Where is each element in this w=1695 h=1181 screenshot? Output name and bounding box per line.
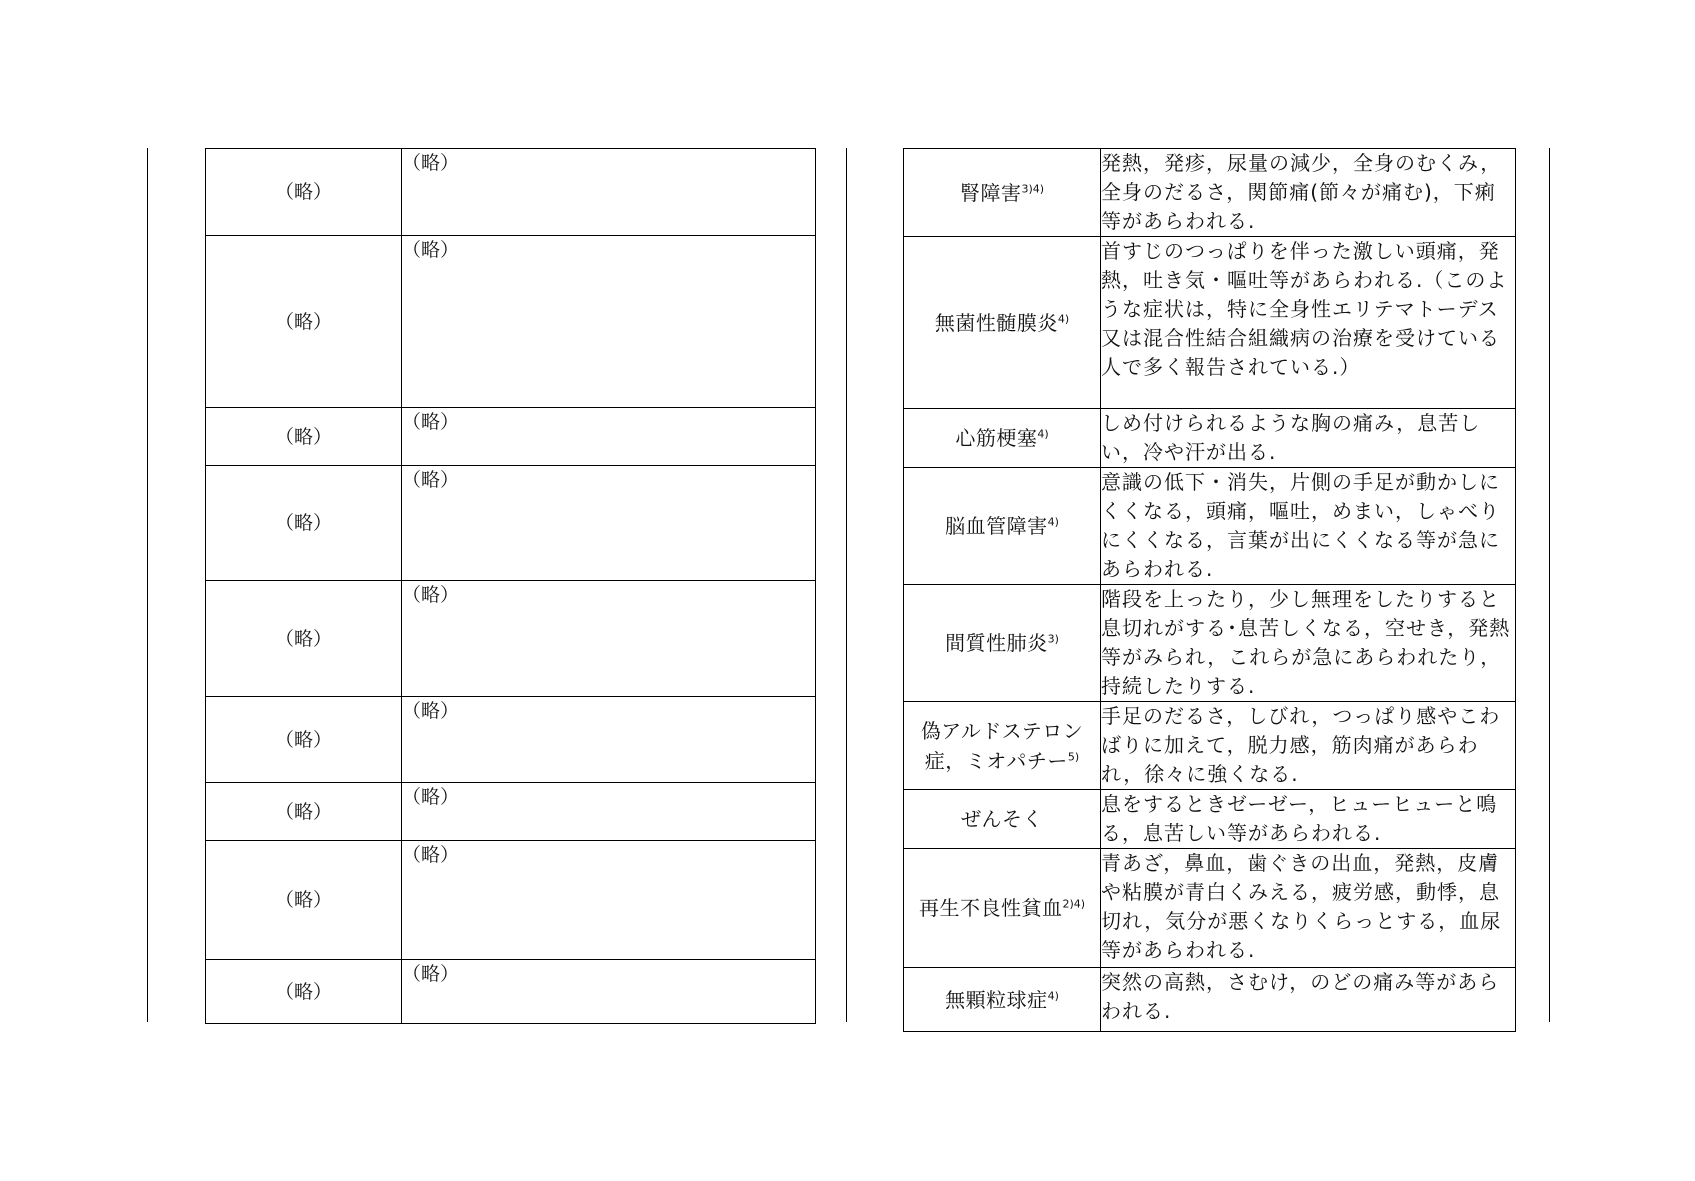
condition-cell bbox=[904, 702, 1101, 790]
reference-number: 4) bbox=[1047, 988, 1059, 1002]
row-name: （略） bbox=[206, 408, 402, 466]
condition-cell bbox=[904, 149, 1101, 237]
row-name: （略） bbox=[206, 697, 402, 783]
symptoms-cell: 手足のだるさ，しびれ，つっぱり感やこわばりに加えて，脱力感，筋肉痛があらわれ，徐々に強くなる. bbox=[1101, 702, 1516, 790]
table-row bbox=[904, 790, 1516, 849]
condition-name: 心筋梗塞 bbox=[955, 426, 1038, 450]
reference-number: 3) bbox=[1047, 632, 1059, 646]
symptoms-cell: 首すじのつっぱりを伴った激しい頭痛，発熱，吐き気・嘔吐等があらわれる.（このような症状は，特に全身性エリテマトーデス又は混合性結合組織病の治療を受けている人で多く報告されている.） bbox=[1101, 237, 1516, 409]
left-margin-rule bbox=[147, 148, 148, 1022]
row-value: （略） bbox=[402, 841, 816, 960]
condition-cell bbox=[904, 968, 1101, 1032]
row-value: （略） bbox=[402, 697, 816, 783]
condition-cell bbox=[904, 409, 1101, 468]
condition-name: 腎障害 bbox=[959, 180, 1022, 205]
row-name: （略） bbox=[206, 581, 402, 697]
row-name: （略） bbox=[206, 783, 402, 841]
condition-cell bbox=[904, 237, 1101, 409]
row-name: （略） bbox=[206, 841, 402, 960]
table-row bbox=[904, 409, 1516, 468]
table-row bbox=[904, 237, 1516, 409]
condition-cell bbox=[904, 585, 1101, 702]
symptoms-cell: 発熱，発疹，尿量の減少，全身のむくみ，全身のだるさ，関節痛(節々が痛む)，下痢等があらわれる. bbox=[1101, 149, 1516, 237]
row-value: （略） bbox=[402, 581, 816, 697]
reference-number: 4) bbox=[1037, 427, 1049, 441]
row-name: （略） bbox=[206, 466, 402, 581]
condition-name: ぜんそく bbox=[961, 807, 1043, 831]
condition-cell bbox=[904, 468, 1101, 585]
table-row bbox=[904, 849, 1516, 968]
condition-name: 偽アルドステロン症，ミオパチー bbox=[920, 718, 1084, 773]
reference-number: 4) bbox=[1057, 311, 1070, 325]
center-divider-rule bbox=[846, 148, 847, 1022]
right-table bbox=[903, 148, 1516, 1032]
table-row bbox=[904, 468, 1516, 585]
row-name: （略） bbox=[206, 149, 402, 236]
row-value: （略） bbox=[402, 408, 816, 466]
table-row bbox=[206, 960, 816, 1024]
condition-name: 脳血管障害 bbox=[945, 514, 1048, 538]
table-row bbox=[206, 841, 816, 960]
table-row bbox=[904, 702, 1516, 790]
row-value: （略） bbox=[402, 960, 816, 1024]
table-row bbox=[206, 697, 816, 783]
row-name: （略） bbox=[206, 960, 402, 1024]
table-row bbox=[206, 466, 816, 581]
symptoms-cell: 意識の低下・消失，片側の手足が動かしにくくなる，頭痛，嘔吐，めまい，しゃべりにくくなる，言葉が出にくくなる等が急にあらわれる. bbox=[1101, 468, 1516, 585]
row-value: （略） bbox=[402, 466, 816, 581]
table-row bbox=[206, 581, 816, 697]
table-row bbox=[206, 408, 816, 466]
symptoms-cell: しめ付けられるような胸の痛み，息苦しい，冷や汗が出る. bbox=[1101, 409, 1516, 468]
table-row bbox=[206, 149, 816, 236]
symptoms-cell: 階段を上ったり，少し無理をしたりすると息切れがする･息苦しくなる，空せき，発熱等がみられ，これらが急にあらわれたり，持続したりする. bbox=[1101, 585, 1516, 702]
table-row bbox=[904, 968, 1516, 1032]
condition-name: 間質性肺炎 bbox=[945, 631, 1048, 655]
symptoms-cell: 息をするときゼーゼー，ヒューヒューと鳴る，息苦しい等があらわれる. bbox=[1101, 790, 1516, 849]
condition-cell bbox=[904, 849, 1101, 968]
reference-number: 2)4) bbox=[1062, 897, 1086, 911]
right-margin-rule bbox=[1549, 148, 1550, 1022]
table-row bbox=[206, 783, 816, 841]
condition-name: 無菌性髄膜炎 bbox=[934, 310, 1058, 335]
reference-number: 5) bbox=[1067, 749, 1080, 763]
row-value: （略） bbox=[402, 149, 816, 236]
reference-number: 4) bbox=[1047, 515, 1059, 529]
condition-cell bbox=[904, 790, 1101, 849]
table-row bbox=[206, 236, 816, 408]
reference-number: 3)4) bbox=[1021, 181, 1045, 195]
row-name: （略） bbox=[206, 236, 402, 408]
symptoms-cell: 突然の高熱，さむけ，のどの痛み等があらわれる. bbox=[1101, 968, 1516, 1032]
table-row bbox=[904, 149, 1516, 237]
table-row bbox=[904, 585, 1516, 702]
symptoms-cell: 青あざ，鼻血，歯ぐきの出血，発熱，皮膚や粘膜が青白くみえる，疲労感，動悸，息切れ，気分が悪くなりくらっとする，血尿等があらわれる. bbox=[1101, 849, 1516, 968]
condition-name: 無顆粒球症 bbox=[945, 987, 1048, 1012]
row-value: （略） bbox=[402, 236, 816, 408]
left-table bbox=[205, 148, 816, 1024]
condition-name: 再生不良性貧血 bbox=[918, 896, 1063, 920]
row-value: （略） bbox=[402, 783, 816, 841]
